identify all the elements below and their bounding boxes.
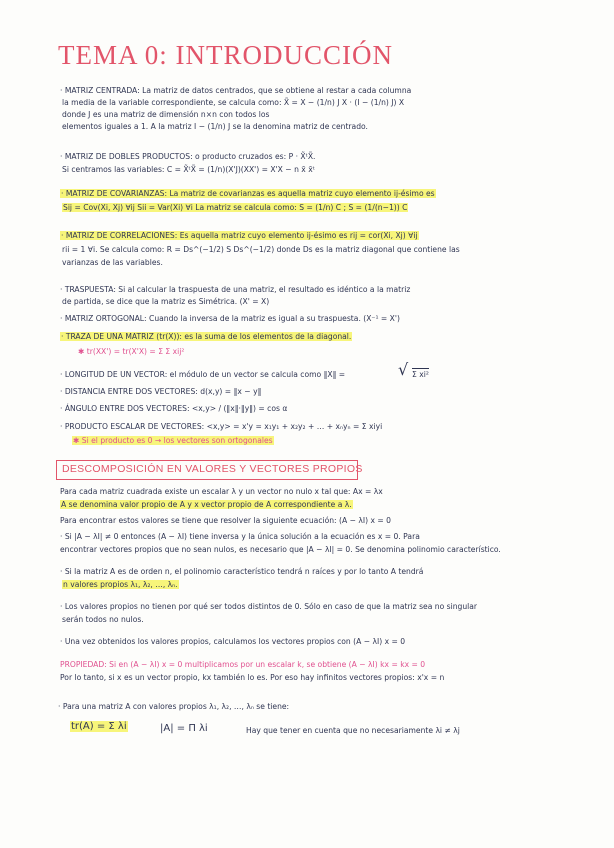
note-line: varianzas de las variables. [62,258,163,267]
note-line: Para cada matriz cuadrada existe un escalar λ y un vector no nulo x tal que: Ax = λx [60,487,383,496]
sqrt-radicand: Σ xi² [412,370,429,379]
page-title: TEMA 0: INTRODUCCIÓN [58,40,393,70]
note-line: · MATRIZ ORTOGONAL: Cuando la inversa de la matriz es igual a su traspuesta. (X⁻¹ = X') [60,314,400,323]
note-line: Hay que tener en cuenta que no necesariamente λi ≠ λj [246,726,460,735]
note-line: encontrar vectores propios que no sean nulos, es necesario que |A − λI| = 0. Se denomina polinomio característico. [60,545,501,554]
sqrt-symbol: √ [398,360,409,379]
note-line-pink: ✱ Si el producto es 0 → los vectores son ortogonales [73,436,273,445]
note-line-pink: ✱ tr(XX') = tr(X'X) = Σ Σ xij² [78,347,185,356]
note-line: · MATRIZ CENTRADA: La matriz de datos centrados, que se obtiene al restar a cada columna [60,86,412,95]
note-line-highlighted: A se denomina valor propio de A y x vector propio de A correspondiente a λ. [61,500,352,509]
note-line-highlighted: n valores propios λ₁, λ₂, …, λₙ. [63,580,178,589]
formula-trace: tr(A) = Σ λi [71,721,127,732]
note-line: · Si la matriz A es de orden n, el polinomio característico tendrá n raíces y por lo tanto A tendrá [60,567,424,576]
formula-determinant: |A| = Π λi [160,723,208,734]
note-line: elementos iguales a 1. A la matriz I − (1/n) J se la denomina matriz de centrado. [62,122,368,131]
note-line: · ÁNGULO ENTRE DOS VECTORES: <x,y> / (‖x‖·‖y‖) = cos α [60,404,288,413]
note-line: · TRASPUESTA: Si al calcular la traspuesta de una matriz, el resultado es idéntico a la matriz [60,285,411,294]
note-line: · MATRIZ DE DOBLES PRODUCTOS: o producto cruzados es: P · X̃ᵗX̃. [60,152,316,161]
note-line-highlighted: Sij = Cov(Xi, Xj) ∀ij Sii = Var(Xi) ∀i La matriz se calcula como: S = (1/n) C ; S = (1/(n−1)) C [63,203,408,212]
note-line: rii = 1 ∀i. Se calcula como: R = Ds^(−1/2) S Ds^(−1/2) donde Ds es la matriz diagonal que contiene las [62,245,460,254]
note-line: donde J es una matriz de dimensión n×n con todos los [62,110,270,119]
property-line: PROPIEDAD: Si en (A − λI) x = 0 multiplicamos por un escalar k, se obtiene (A − λI) kx = kx = 0 [60,660,426,669]
note-line: · Para una matriz A con valores propios λ₁, λ₂, …, λₙ se tiene: [58,702,290,711]
note-line: · DISTANCIA ENTRE DOS VECTORES: d(x,y) = ‖x − y‖ [60,387,262,396]
note-line: de partida, se dice que la matriz es Simétrica. (X' = X) [62,297,270,306]
note-line: Por lo tanto, si x es un vector propio, kx también lo es. Por eso hay infinitos vectores propios: x'x = n [60,673,445,682]
section-title: DESCOMPOSICIÓN EN VALORES Y VECTORES PROPIOS [62,463,363,475]
note-line: · PRODUCTO ESCALAR DE VECTORES: <x,y> = x'y = x₁y₁ + x₂y₂ + … + xₙyₙ = Σ xiyi [60,422,383,431]
note-line: Para encontrar estos valores se tiene que resolver la siguiente ecuación: (A − λI) x = 0 [60,516,392,525]
note-line: · Si |A − λI| ≠ 0 entonces (A − λI) tiene inversa y la única solución a la ecuación es x = 0. Para [60,532,420,541]
note-line: serán todos no nulos. [62,615,144,624]
note-line-highlighted: · MATRIZ DE CORRELACIONES: Es aquella matriz cuyo elemento ij-ésimo es rij = cor(Xi, Xj) ∀ij [61,231,418,240]
note-line: · TRAZA DE UNA MATRIZ (tr(X)): es la suma de los elementos de la diagonal. [61,332,352,341]
note-line-highlighted: · MATRIZ DE COVARIANZAS: La matriz de covarianzas es aquella matriz cuyo elemento ij-ésimo es [61,189,435,198]
note-line: · Una vez obtenidos los valores propios, calculamos los vectores propios con (A − λI) x = 0 [60,637,406,646]
note-line: · Los valores propios no tienen por qué ser todos distintos de 0. Sólo en caso de que la matriz sea no singular [60,602,478,611]
note-line: · LONGITUD DE UN VECTOR: el módulo de un vector se calcula como ‖X‖ = [60,370,346,379]
note-line: la media de la variable correspondiente, se calcula como: X̃ = X − (1/n) J X · (I − (1/n) J) X [62,98,405,107]
note-line: Si centramos las variables: C = X̃ᵗX̃ = (1/n)(X'J)(XX') = X'X − n x̄ x̄ᵗ [62,165,315,174]
